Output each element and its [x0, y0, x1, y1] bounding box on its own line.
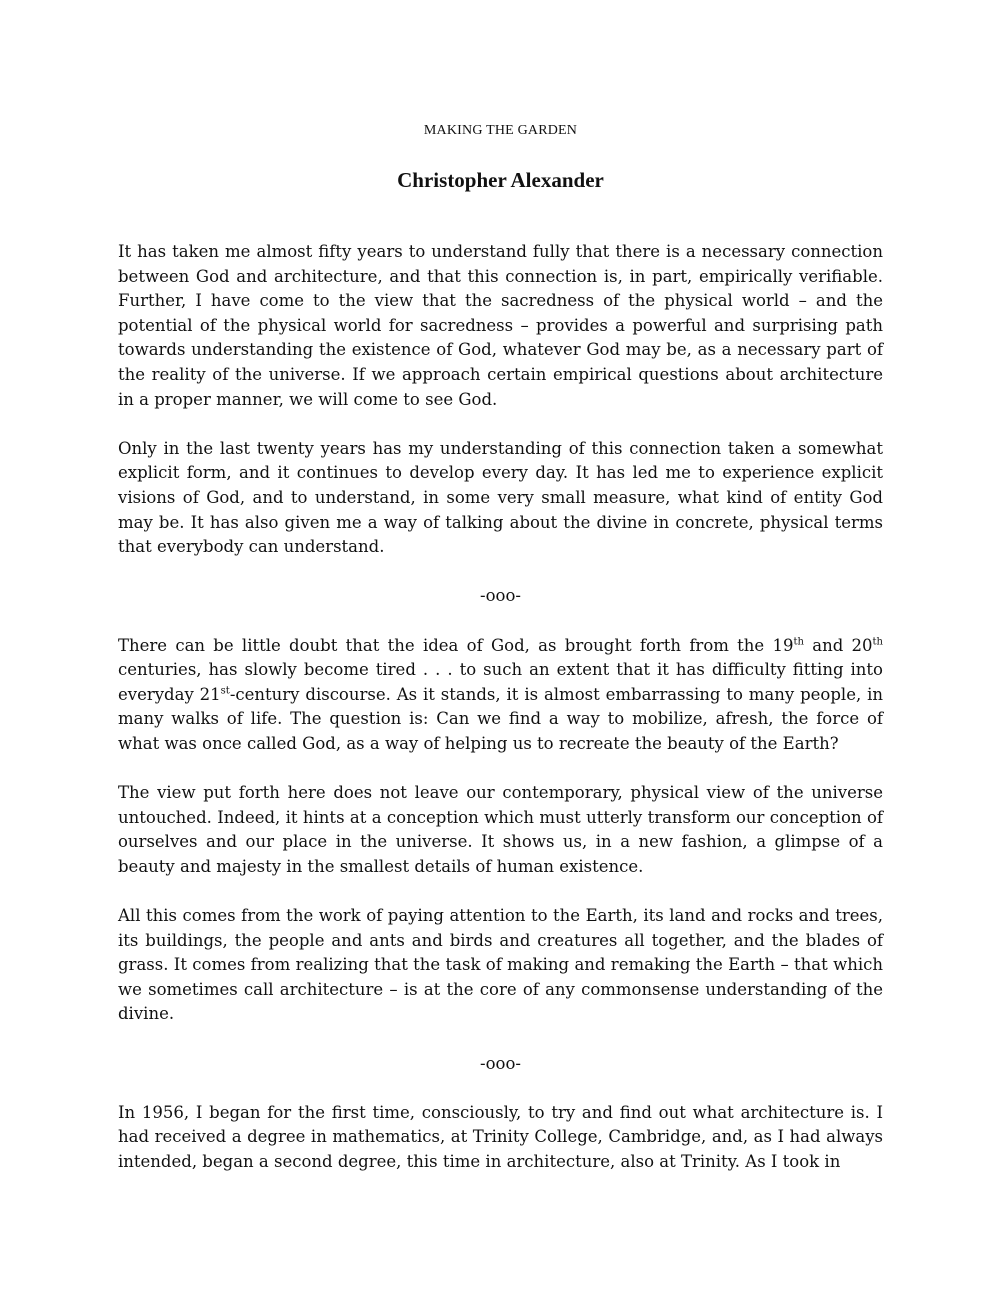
paragraph-3-part-d: -century discourse. As it stands, it is almost embarrassing to many people, in many walks of life. The question is: Can we find a way to mobilize, afresh, the force of what was once called God, as a way of helping us to recreate the beauty of the Earth?	[118, 684, 883, 753]
paragraph-4: The view put forth here does not leave our contemporary, physical view of the universe untouched. Indeed, it hints at a conception which must utterly transform our conception of ourselves and our place in the universe. It shows us, in a new fashion, a glimpse of a beauty and majesty in the smallest details of human existence.	[118, 783, 883, 876]
running-title: MAKING THE GARDEN	[423, 123, 578, 138]
ordinal-suffix-th-2: th	[872, 636, 883, 647]
paragraph-3-part-a: There can be little doubt that the idea of God, as brought forth from the 19	[118, 635, 794, 655]
paragraph-3	[118, 634, 883, 757]
ordinal-suffix-st: st	[220, 685, 230, 697]
ordinal-suffix-th: th	[793, 636, 804, 647]
paragraph-3-part-c: centuries, has slowly become tired . . . to such an extent that it has difficulty fitting into everyday 21	[118, 660, 883, 704]
paragraph-6: In 1956, I began for the first time, consciously, to try and find out what architecture is. I had received a degree in mathematics, at Trinity College, Cambridge, and, as I had always intended, began a second degree, this time in architecture, also at Trinity. As I took in	[118, 1102, 883, 1171]
paragraph-2: Only in the last twenty years has my understanding of this connection taken a somewhat explicit form, and it continues to develop every day. It has led me to experience explicit visions of God, and to understand, in some very small measure, what kind of entity God may be. It has also given me a way of talking about the divine in concrete, physical terms that everybody can understand.	[118, 438, 883, 557]
paragraph-1: It has taken me almost fifty years to understand fully that there is a necessary connection between God and architecture, and that this connection is, in part, empirically verifiable. Further, I have come to the view that the sacredness of the physical world – and the potential of the physical world for sacredness – provides a powerful and surprising path towards understanding the existence of God, whatever God may be, as a necessary part of the reality of the universe. If we approach certain empirical questions about architecture in a proper manner, we will come to see God.	[118, 242, 883, 409]
paragraph-3-part-b: and 20	[803, 635, 873, 655]
document-page	[118, 0, 883, 1294]
paragraph-5: All this comes from the work of paying attention to the Earth, its land and rocks and trees, its buildings, the people and ants and birds and creatures all together, and the blades of grass. It comes from realizing that the task of making and remaking the Earth – that which we sometimes call architecture – is at the core of any commonsense understanding of the divine.	[118, 906, 883, 1024]
author-name: Christopher Alexander	[397, 168, 604, 192]
section-separator-1: -ooo-	[480, 586, 521, 606]
body-text	[118, 240, 883, 1199]
section-separator-2: -ooo-	[480, 1053, 521, 1073]
